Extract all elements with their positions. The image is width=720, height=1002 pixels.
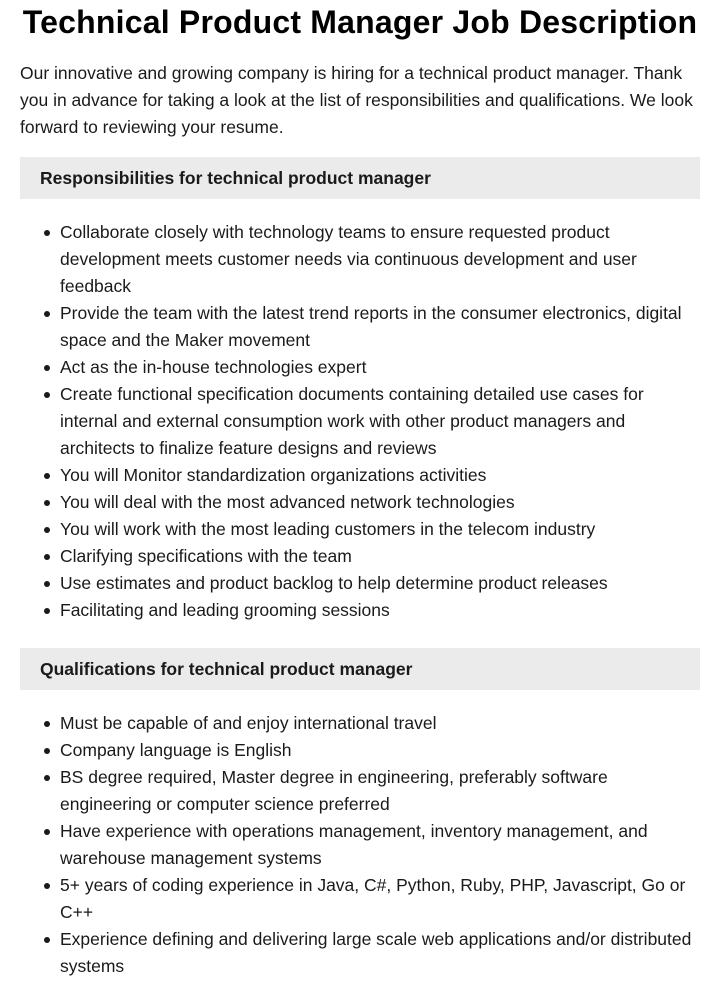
list-item	[60, 926, 700, 980]
list-item	[60, 710, 700, 737]
page-title: Technical Product Manager Job Description	[22, 4, 698, 40]
bullet-icon	[44, 581, 50, 587]
list-item-text: Have experience with operations management, inventory management, and warehouse management systems	[60, 821, 648, 868]
bullet-icon	[44, 527, 50, 533]
list-item-text: Create functional specification documents containing detailed use cases for internal and external consumption work with other product managers and architects to finalize feature designs and reviews	[60, 384, 644, 458]
bullet-icon	[44, 554, 50, 560]
list-item	[60, 597, 700, 624]
bullet-icon	[44, 748, 50, 754]
bullet-icon	[44, 500, 50, 506]
bullet-icon	[44, 365, 50, 371]
list-item	[60, 818, 700, 872]
list-item-text: You will Monitor standardization organizations activities	[60, 465, 487, 485]
list-item	[60, 764, 700, 818]
intro-paragraph: Our innovative and growing company is hiring for a technical product manager. Thank you in advance for taking a look at the list of responsibilities and qualifications. We look forward to reviewing your resume.	[20, 63, 693, 137]
list-item-text: Facilitating and leading grooming sessions	[60, 600, 390, 620]
bullet-icon	[44, 230, 50, 236]
list-item	[60, 516, 700, 543]
list-item-text: Must be capable of and enjoy international travel	[60, 713, 437, 733]
list-item-text: Provide the team with the latest trend reports in the consumer electronics, digital space and the Maker movement	[60, 303, 682, 350]
qualifications-list	[20, 710, 700, 980]
responsibilities-heading: Responsibilities for technical product manager	[40, 168, 431, 188]
list-item	[60, 462, 700, 489]
list-item-text: Experience defining and delivering large scale web applications and/or distributed systems	[60, 929, 692, 976]
qualifications-header	[20, 648, 700, 690]
bullet-icon	[44, 721, 50, 727]
bullet-icon	[44, 937, 50, 943]
bullet-icon	[44, 829, 50, 835]
list-item-text: Company language is English	[60, 740, 292, 760]
list-item	[60, 354, 700, 381]
list-item	[60, 219, 700, 300]
list-item-text: 5+ years of coding experience in Java, C#, Python, Ruby, PHP, Javascript, Go or C++	[60, 875, 686, 922]
list-item-text: BS degree required, Master degree in engineering, preferably software engineering or computer science preferred	[60, 767, 608, 814]
list-item	[60, 300, 700, 354]
responsibilities-list	[20, 219, 700, 624]
list-item	[60, 543, 700, 570]
bullet-icon	[44, 775, 50, 781]
list-item-text: Collaborate closely with technology teams to ensure requested product development meets customer needs via continuous development and user feedback	[60, 222, 637, 296]
list-item	[60, 381, 700, 462]
bullet-icon	[44, 883, 50, 889]
list-item-text: Clarifying specifications with the team	[60, 546, 352, 566]
responsibilities-header	[20, 157, 700, 199]
list-item-text: Act as the in-house technologies expert	[60, 357, 367, 377]
list-item	[60, 872, 700, 926]
bullet-icon	[44, 311, 50, 317]
bullet-icon	[44, 473, 50, 479]
list-item	[60, 489, 700, 516]
bullet-icon	[44, 392, 50, 398]
qualifications-heading: Qualifications for technical product manager	[40, 659, 413, 679]
list-item-text: Use estimates and product backlog to help determine product releases	[60, 573, 608, 593]
list-item	[60, 570, 700, 597]
list-item	[60, 737, 700, 764]
bullet-icon	[44, 608, 50, 614]
list-item-text: You will work with the most leading customers in the telecom industry	[60, 519, 596, 539]
list-item-text: You will deal with the most advanced network technologies	[60, 492, 515, 512]
